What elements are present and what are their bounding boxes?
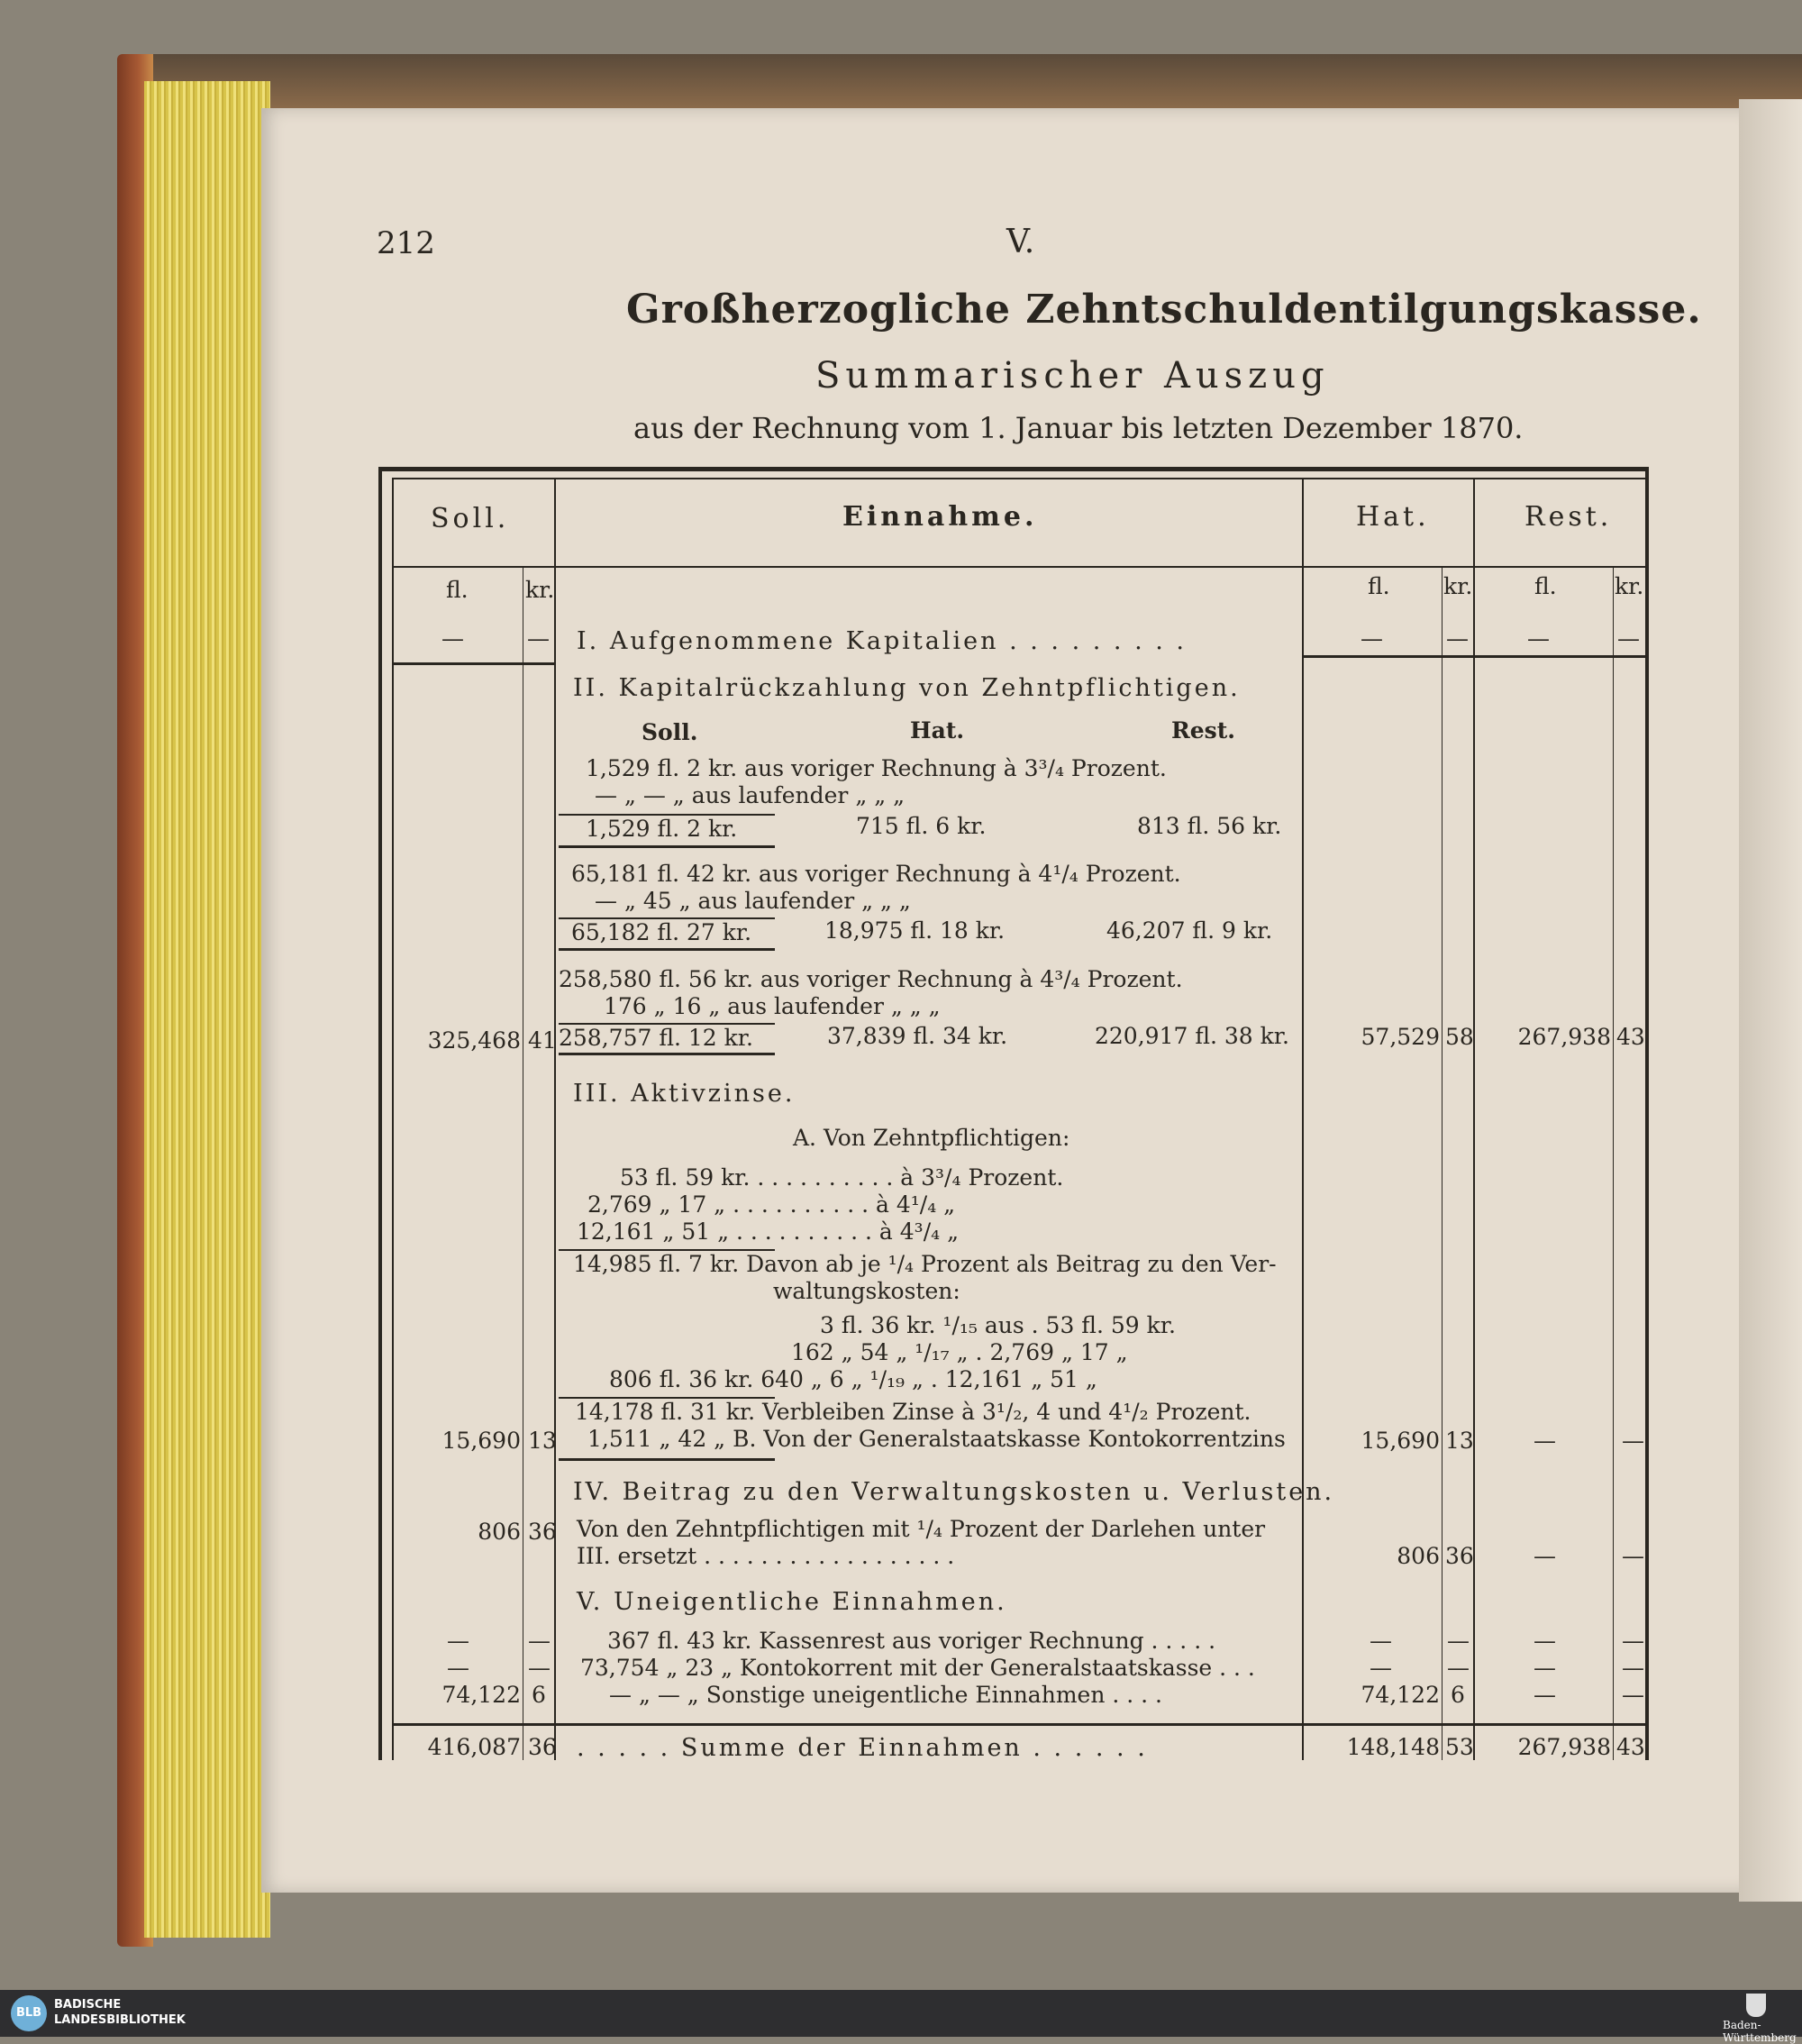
- row-5-hat-3: 74,122: [1361, 1682, 1440, 1708]
- row-2-hat-kr: 58: [1445, 1024, 1474, 1050]
- row-5-rest-1: —: [1534, 1628, 1556, 1654]
- row-5-hat-2-kr: —: [1447, 1655, 1470, 1681]
- row-5-line-3: — „ — „ Sonstige uneigentliche Einnahmen . . . .: [609, 1682, 1162, 1708]
- row-4-rest-fl: —: [1534, 1543, 1556, 1569]
- row-5-hat-1: —: [1370, 1628, 1392, 1654]
- row-1-soll-fl: —: [441, 625, 464, 652]
- row-3-rest-fl: —: [1534, 1428, 1556, 1454]
- facing-page-edge: [1739, 99, 1802, 1902]
- page-subline: aus der Rechnung vom 1. Januar bis letzten Dezember 1870.: [633, 411, 1524, 445]
- row-5-rest-2: —: [1534, 1655, 1556, 1681]
- row-3-rest-kr: —: [1622, 1428, 1644, 1454]
- row-5-soll-3: 74,122: [441, 1682, 521, 1708]
- row-3-line-10: 1,511 „ 42 „ B. Von der Generalstaatskasse Kontokorrentzins: [587, 1426, 1286, 1452]
- header-soll-fl: fl.: [446, 577, 469, 603]
- sum-hat-fl: 148,148: [1346, 1734, 1440, 1760]
- row-3-line-9: 14,178 fl. 31 kr. Verbleiben Zinse à 3¹/₂, 4 und 4¹/₂ Prozent.: [575, 1399, 1251, 1425]
- row-3-hat-kr: 13: [1445, 1428, 1474, 1454]
- row-2-soll-fl: 325,468: [427, 1027, 521, 1054]
- row-3-soll-kr: 13: [528, 1428, 557, 1454]
- row-5-line-2: 73,754 „ 23 „ Kontokorrent mit der Generalstaatskasse . . .: [580, 1655, 1255, 1681]
- row-1-label: I. Aufgenommene Kapitalien . . . . . . . . .: [577, 627, 1188, 655]
- page-number: 212: [377, 225, 435, 261]
- row-2-rest-fl: 267,938: [1517, 1024, 1611, 1050]
- block-1-rest: 813 fl. 56 kr.: [1137, 813, 1282, 839]
- row-2-soll-kr: 41: [528, 1027, 557, 1054]
- header-soll: Soll.: [431, 503, 510, 534]
- block-2-hat: 18,975 fl. 18 kr.: [824, 917, 1006, 944]
- block-2-line-1: 65,181 fl. 42 kr. aus voriger Rechnung à 4¹/₄ Prozent.: [571, 861, 1181, 887]
- header-hat-kr: kr.: [1443, 573, 1473, 599]
- row-2-hat-fl: 57,529: [1361, 1024, 1440, 1050]
- row-3-line-5: waltungskosten:: [773, 1278, 960, 1304]
- page-subtitle: Summarischer Auszug: [815, 355, 1330, 397]
- row-5-rest-2-kr: —: [1622, 1655, 1644, 1681]
- row-5-hat-1-kr: —: [1447, 1628, 1470, 1654]
- row-5-rest-3-kr: —: [1622, 1682, 1644, 1708]
- row-4-line-1: Von den Zehntpflichtigen mit ¹/₄ Prozent der Darlehen unter: [577, 1516, 1266, 1542]
- row-1-hat-kr: —: [1446, 625, 1469, 652]
- row-5-soll-2-kr: —: [528, 1655, 551, 1681]
- page-title: Großherzogliche Zehntschuldentilgungskasse.: [626, 287, 1702, 333]
- block-3-subtotal: 258,757 fl. 12 kr.: [559, 1025, 753, 1051]
- sum-soll-fl: 416,087: [427, 1734, 521, 1760]
- sum-soll-kr: 36: [528, 1734, 557, 1760]
- row-4-soll-fl: 806: [478, 1519, 521, 1545]
- row-3-line-3: 12,161 „ 51 „ . . . . . . . . . . à 4³/₄ „: [577, 1218, 960, 1245]
- header-hat: Hat.: [1356, 501, 1430, 533]
- block-1-subtotal: 1,529 fl. 2 kr.: [586, 816, 738, 842]
- row-3-sub: A. Von Zehntpflichtigen:: [793, 1125, 1070, 1151]
- row-3-line-1: 53 fl. 59 kr. . . . . . . . . . . à 3³/₄ Prozent.: [620, 1164, 1064, 1191]
- sum-hat-kr: 53: [1445, 1734, 1474, 1760]
- row-2-label: II. Kapitalrückzahlung von Zehntpflichtigen.: [573, 674, 1241, 702]
- section-numeral: V.: [1006, 224, 1035, 260]
- row-1-rest-kr: —: [1617, 625, 1640, 652]
- row-4-line-2: III. ersetzt . . . . . . . . . . . . . . . . . .: [577, 1543, 955, 1569]
- row-2-col-soll: Soll.: [642, 719, 698, 745]
- header-soll-kr: kr.: [525, 577, 555, 603]
- library-name-line-1: BADISCHE: [54, 1998, 122, 2012]
- header-einnahme: Einnahme.: [842, 501, 1038, 533]
- row-3-soll-fl: 15,690: [441, 1428, 521, 1454]
- row-2-col-rest: Rest.: [1171, 717, 1236, 744]
- row-3-line-2: 2,769 „ 17 „ . . . . . . . . . . à 4¹/₄ „: [587, 1191, 956, 1218]
- library-name: [54, 1997, 186, 2028]
- row-3-label: III. Aktivzinse.: [573, 1080, 796, 1108]
- header-rest-fl: fl.: [1534, 573, 1557, 599]
- row-5-rest-3: —: [1534, 1682, 1556, 1708]
- page-edges: [144, 81, 270, 1938]
- header-rest: Rest.: [1524, 501, 1613, 533]
- block-1-line-1: 1,529 fl. 2 kr. aus voriger Rechnung à 3³/₄ Prozent.: [586, 755, 1167, 781]
- state-name: Baden-Württemberg: [1723, 2019, 1797, 2044]
- row-5-soll-2: —: [447, 1655, 469, 1681]
- row-5-label: V. Uneigentliche Einnahmen.: [577, 1588, 1007, 1616]
- block-2-line-2: — „ 45 „ aus laufender „ „ „: [595, 888, 911, 914]
- block-3-rest: 220,917 fl. 38 kr.: [1095, 1023, 1289, 1049]
- row-1-rest-fl: —: [1527, 625, 1550, 652]
- blb-logo-icon: BLB: [11, 1995, 47, 2031]
- sum-rest-fl: 267,938: [1517, 1734, 1611, 1760]
- row-2-col-hat: Hat.: [910, 717, 965, 744]
- row-3-line-6: 3 fl. 36 kr. ¹/₁₅ aus . 53 fl. 59 kr.: [820, 1312, 1176, 1338]
- row-1-soll-kr: —: [527, 625, 550, 652]
- book-top-edge: [126, 54, 1802, 108]
- row-5-soll-3-kr: 6: [532, 1682, 546, 1708]
- block-1-line-2: — „ — „ aus laufender „ „ „: [595, 782, 906, 808]
- block-3-line-2: 176 „ 16 „ aus laufender „ „ „: [604, 993, 941, 1019]
- library-name-line-2: LANDESBIBLIOTHEK: [54, 2013, 186, 2027]
- row-4-soll-kr: 36: [528, 1519, 557, 1545]
- coat-of-arms-icon: [1746, 1994, 1766, 2017]
- sum-rest-kr: 43: [1616, 1734, 1645, 1760]
- row-3-line-8: 806 fl. 36 kr. 640 „ 6 „ ¹/₁₉ „ . 12,161 „ 51 „: [609, 1366, 1097, 1392]
- row-4-hat-fl: 806: [1397, 1543, 1440, 1569]
- row-2-rest-kr: 43: [1616, 1024, 1645, 1050]
- header-rest-kr: kr.: [1615, 573, 1644, 599]
- block-1-hat: 715 fl. 6 kr.: [856, 813, 987, 839]
- header-hat-fl: fl.: [1368, 573, 1390, 599]
- row-1-hat-fl: —: [1361, 625, 1383, 652]
- block-3-line-1: 258,580 fl. 56 kr. aus voriger Rechnung à 4³/₄ Prozent.: [559, 966, 1183, 992]
- block-3-hat: 37,839 fl. 34 kr.: [827, 1023, 1008, 1049]
- sum-label: . . . . . Summe der Einnahmen . . . . . .: [577, 1734, 1148, 1762]
- row-3-hat-fl: 15,690: [1361, 1428, 1440, 1454]
- row-4-rest-kr: —: [1622, 1543, 1644, 1569]
- row-5-soll-1: —: [447, 1628, 469, 1654]
- row-3-line-7: 162 „ 54 „ ¹/₁₇ „ . 2,769 „ 17 „: [791, 1339, 1128, 1365]
- row-5-hat-3-kr: 6: [1451, 1682, 1465, 1708]
- row-5-hat-2: —: [1370, 1655, 1392, 1681]
- block-2-subtotal: 65,182 fl. 27 kr.: [571, 919, 752, 945]
- footer-bar: [0, 1990, 1802, 2044]
- row-5-soll-1-kr: —: [528, 1628, 551, 1654]
- row-4-label: IV. Beitrag zu den Verwaltungskosten u. Verlusten.: [573, 1478, 1335, 1506]
- row-5-rest-1-kr: —: [1622, 1628, 1644, 1654]
- row-3-line-4: 14,985 fl. 7 kr. Davon ab je ¹/₄ Prozent als Beitrag zu den Ver-: [573, 1251, 1277, 1277]
- block-2-rest: 46,207 fl. 9 kr.: [1106, 917, 1273, 944]
- row-4-hat-kr: 36: [1445, 1543, 1474, 1569]
- row-5-line-1: 367 fl. 43 kr. Kassenrest aus voriger Rechnung . . . . .: [607, 1628, 1216, 1654]
